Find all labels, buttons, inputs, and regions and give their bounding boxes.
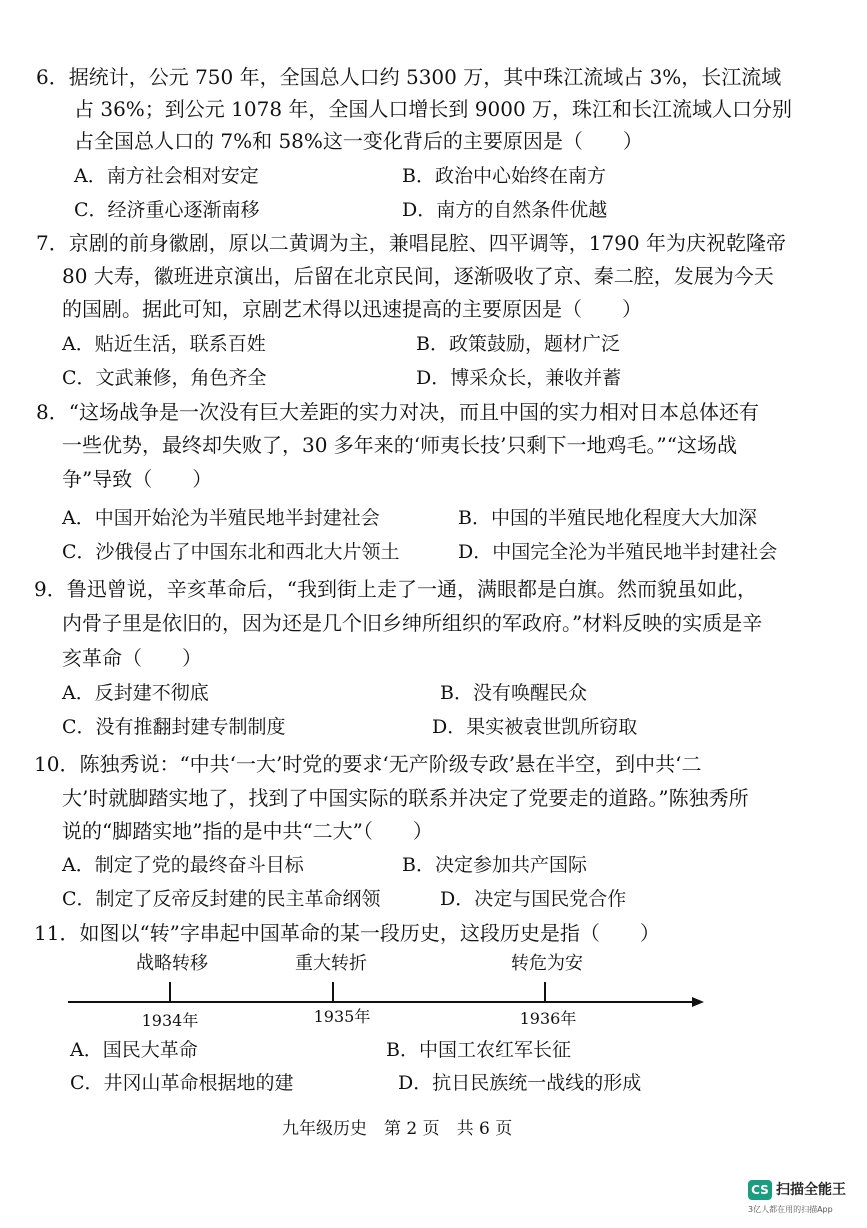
question-7-line-3: 的国剧。据此可知，京剧艺术得以迅速提高的主要原因是（ ） — [62, 297, 642, 321]
question-7-option-c: C．文武兼修，角色齐全 — [62, 367, 267, 389]
question-7-line-2: 80 大寿，徽班进京演出，后留在北京民间，逐渐吸收了京、秦二腔，发展为今天 — [62, 264, 774, 288]
question-10-option-b: B．决定参加共产国际 — [402, 854, 587, 876]
timeline-year-3: 1936年 — [519, 1009, 577, 1028]
scanner-watermark-logo — [748, 1180, 856, 1224]
question-9-line-3: 亥革命（ ） — [62, 646, 202, 670]
question-7-line-1: 7．京剧的前身徽剧，原以二黄调为主，兼唱昆腔、四平调等，1790 年为庆祝乾隆帝 — [36, 231, 786, 255]
question-7-option-a: A．贴近生活，联系百姓 — [62, 333, 266, 355]
watermark-name: 扫描全能王 — [776, 1182, 846, 1198]
question-10-line-2: 大’时就脚踏实地了，找到了中国实际的联系并决定了党要走的道路。”陈独秀所 — [62, 786, 749, 810]
question-6-line-2: 占 36%；到公元 1078 年，全国人口增长到 9000 万，珠江和长江流域人口分别 — [74, 97, 793, 121]
watermark-subtitle: 3亿人都在用的扫描App — [748, 1205, 833, 1214]
question-6-option-d: D．南方的自然条件优越 — [402, 199, 608, 221]
question-11-option-d: D．抗日民族统一战线的形成 — [398, 1072, 642, 1094]
question-6-option-a: A．南方社会相对安定 — [74, 165, 259, 187]
question-10-line-3: 说的“脚踏实地”指的是中共“二大”（ ） — [62, 819, 433, 843]
question-11-option-a: A．国民大革命 — [70, 1039, 198, 1061]
question-9-line-2: 内骨子里是依旧的，因为还是几个旧乡绅所组织的军政府。”材料反映的实质是辛 — [62, 611, 763, 635]
question-8-option-d: D．中国完全沦为半殖民地半封建社会 — [458, 541, 778, 563]
question-8-option-b: B．中国的半殖民地化程度大大加深 — [458, 507, 757, 529]
question-9-option-a: A．反封建不彻底 — [62, 682, 209, 704]
question-8-option-c: C．沙俄侵占了中国东北和西北大片领土 — [62, 541, 400, 563]
timeline-year-1: 1934年 — [141, 1011, 199, 1030]
timeline-event-1: 战略转移 — [136, 953, 208, 974]
timeline-arrowhead — [692, 997, 704, 1007]
question-11-line-1: 11．如图以“转”字串起中国革命的某一段历史，这段历史是指（ ） — [34, 921, 660, 945]
timeline-event-2: 重大转折 — [295, 953, 367, 974]
question-6-line-3: 占全国总人口的 7%和 58%这一变化背后的主要原因是（ ） — [74, 129, 643, 153]
page-footer: 九年级历史 第 2 页 共 6 页 — [282, 1119, 513, 1139]
question-8-line-3: 争”导致（ ） — [62, 467, 213, 491]
question-7-option-b: B．政策鼓励，题材广泛 — [416, 333, 620, 355]
question-11-option-c: C．井冈山革命根据地的建 — [70, 1072, 294, 1094]
question-8-line-2: 一些优势，最终却失败了，30 多年来的‘师夷长技’只剩下一地鸡毛。”“这场战 — [62, 433, 737, 457]
question-9-line-1: 9．鲁迅曾说，辛亥革命后，“我到街上走了一通，满眼都是白旗。然而貌虽如此， — [34, 577, 757, 601]
question-8-option-a: A．中国开始沦为半殖民地半封建社会 — [62, 507, 380, 529]
timeline-diagram — [0, 940, 867, 1035]
cs-logo-icon: CS — [748, 1180, 772, 1200]
question-6-option-b: B．政治中心始终在南方 — [402, 165, 606, 187]
question-10-option-d: D．决定与国民党合作 — [440, 888, 627, 910]
question-9-option-c: C．没有推翻封建专制制度 — [62, 716, 286, 738]
question-7-option-d: D．博采众长，兼收并蓄 — [416, 367, 622, 389]
question-9-option-b: B．没有唤醒民众 — [440, 682, 587, 704]
question-10-option-c: C．制定了反帝反封建的民主革命纲领 — [62, 888, 381, 910]
question-10-line-1: 10．陈独秀说：“中共‘一大’时党的要求‘无产阶级专政’悬在半空，到中共‘二 — [34, 752, 702, 776]
question-6-line-1: 6．据统计，公元 750 年，全国总人口约 5300 万，其中珠江流域占 3%，长江流域 — [36, 65, 782, 89]
timeline-event-3: 转危为安 — [511, 953, 583, 974]
question-10-option-a: A．制定了党的最终奋斗目标 — [62, 854, 304, 876]
question-9-option-d: D．果实被袁世凯所窃取 — [432, 716, 638, 738]
question-8-line-1: 8．“这场战争是一次没有巨大差距的实力对决，而且中国的实力相对日本总体还有 — [36, 400, 759, 424]
question-6-option-c: C．经济重心逐渐南移 — [74, 199, 260, 221]
timeline-year-2: 1935年 — [313, 1007, 371, 1026]
question-11-option-b: B．中国工农红军长征 — [386, 1039, 571, 1061]
